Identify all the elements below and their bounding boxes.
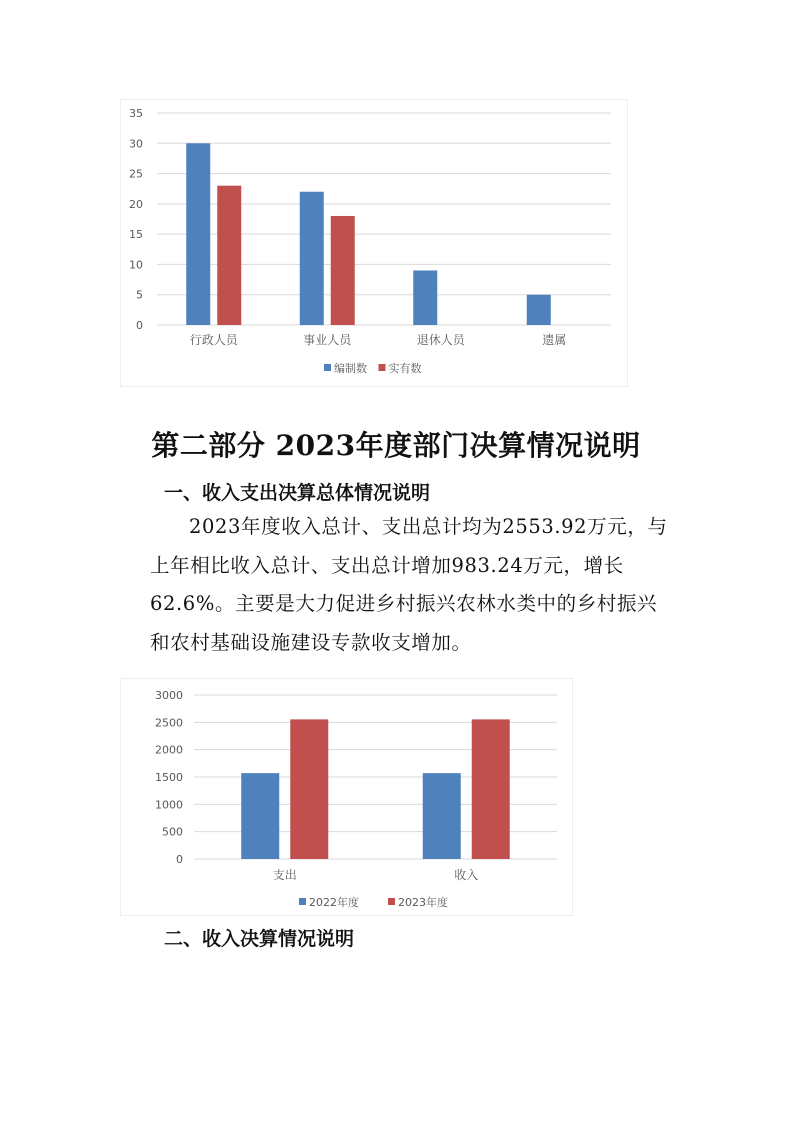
- legend-swatch: [388, 898, 395, 905]
- y-tick-label: 20: [129, 197, 143, 211]
- legend-label: 2022年度: [309, 896, 359, 909]
- y-tick-label: 500: [162, 825, 183, 839]
- category-label: 事业人员: [303, 333, 352, 347]
- section1-title: 一、收入支出决算总体情况说明: [164, 482, 431, 504]
- y-tick-label: 0: [176, 853, 183, 866]
- section1-paragraph: 2023年度收入总计、支出总计均为2553.92万元，与上年相比收入总计、支出总计增加983.24万元，增长62.6%。主要是大力促进乡村振兴农林水类中的乡村振兴和农村基础设施建设专款收支增加。: [150, 515, 668, 654]
- y-tick-label: 2500: [155, 716, 183, 730]
- legend-swatch: [299, 898, 306, 905]
- staff-chart-svg: [121, 100, 627, 386]
- bar: [300, 192, 324, 325]
- bar: [186, 143, 210, 325]
- legend-label: 2023年度: [398, 896, 448, 909]
- y-tick-label: 10: [129, 258, 143, 272]
- y-tick-label: 3000: [155, 689, 183, 702]
- y-tick-label: 15: [129, 228, 143, 242]
- part-title: 第二部分 2023年度部门决算情况说明: [151, 429, 641, 462]
- bar: [413, 270, 437, 325]
- legend-swatch: [324, 364, 331, 371]
- y-tick-label: 35: [129, 107, 143, 120]
- staff-chart: [120, 99, 628, 387]
- y-tick-label: 30: [129, 137, 143, 151]
- bar: [472, 719, 510, 859]
- y-tick-label: 1500: [155, 771, 183, 784]
- category-label: 支出: [272, 868, 297, 882]
- bar: [241, 773, 279, 859]
- category-label: 收入: [454, 868, 479, 882]
- legend-label: 实有数: [388, 362, 422, 375]
- income-expense-chart-svg: [121, 679, 572, 915]
- bar: [217, 186, 241, 325]
- category-label: 行政人员: [189, 333, 238, 347]
- category-label: 退休人员: [416, 333, 465, 347]
- bar: [331, 216, 355, 325]
- bar: [423, 773, 461, 859]
- y-tick-label: 25: [129, 167, 143, 181]
- y-tick-label: 5: [136, 288, 143, 302]
- y-tick-label: 1000: [155, 798, 183, 812]
- legend-label: 编制数: [334, 362, 367, 375]
- bar: [527, 295, 551, 325]
- y-tick-label: 0: [136, 319, 143, 332]
- section2-title: 二、收入决算情况说明: [164, 928, 355, 950]
- category-label: 遗属: [542, 333, 567, 347]
- income-expense-chart: [120, 678, 573, 916]
- y-tick-label: 2000: [155, 743, 183, 757]
- legend-swatch: [379, 364, 386, 371]
- bar: [290, 719, 328, 859]
